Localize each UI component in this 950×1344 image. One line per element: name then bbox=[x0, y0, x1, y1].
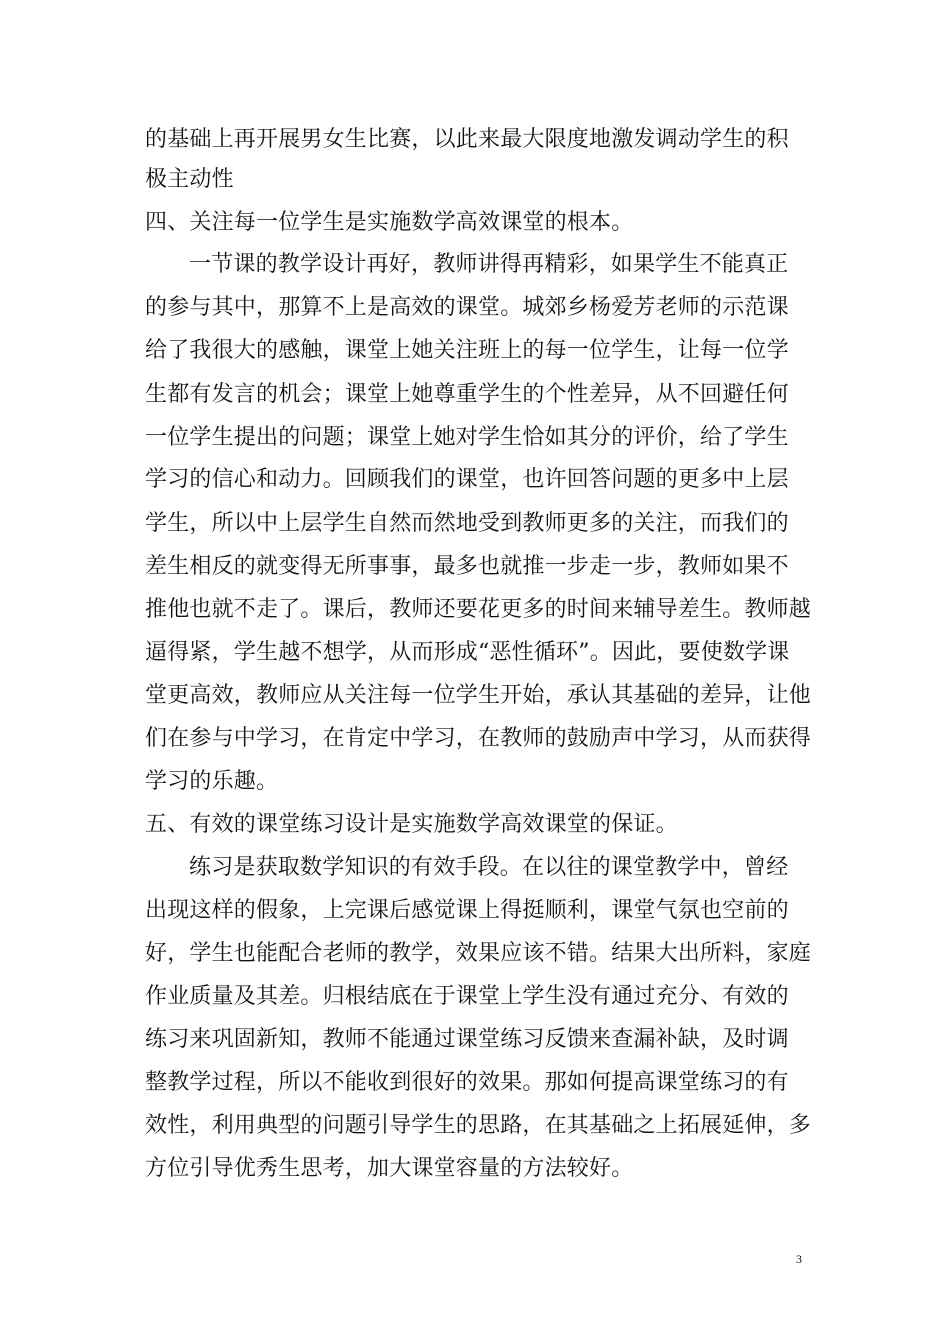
text-line: 生都有发言的机会；课堂上她尊重学生的个性差异，从不回避任何 bbox=[145, 382, 789, 407]
text-line: 的基础上再开展男女生比赛，以此来最大限度地激发调动学生的积 bbox=[145, 127, 789, 152]
text-line: 给了我很大的感触，课堂上她关注班上的每一位学生，让每一位学 bbox=[145, 338, 789, 363]
text-line: 们在参与中学习，在肯定中学习，在教师的鼓励声中学习，从而获得 bbox=[145, 726, 812, 751]
section-heading-4: 四、关注每一位学生是实施数学高效课堂的根本。 bbox=[145, 210, 634, 235]
section-heading-5: 五、有效的课堂练习设计是实施数学高效课堂的保证。 bbox=[145, 812, 678, 837]
text-line: 堂更高效，教师应从关注每一位学生开始，承认其基础的差异，让他 bbox=[145, 683, 812, 708]
text-line: 学习的乐趣。 bbox=[145, 769, 279, 794]
text-line: 极主动性 bbox=[145, 167, 234, 192]
text-line: 好，学生也能配合老师的教学，效果应该不错。结果大出所料，家庭 bbox=[145, 941, 812, 966]
text-line: 效性，利用典型的问题引导学生的思路，在其基础之上拓展延伸，多 bbox=[145, 1113, 812, 1138]
text-line: 练习来巩固新知，教师不能通过课堂练习反馈来查漏补缺，及时调 bbox=[145, 1027, 789, 1052]
paragraph-first-line: 一节课的教学设计再好，教师讲得再精彩，如果学生不能真正 bbox=[189, 252, 789, 277]
page-number: 3 bbox=[796, 1252, 802, 1266]
text-line: 一位学生提出的问题；课堂上她对学生恰如其分的评价，给了学生 bbox=[145, 425, 789, 450]
text-line: 方位引导优秀生思考，加大课堂容量的方法较好。 bbox=[145, 1156, 634, 1181]
text-line: 整教学过程，所以不能收到很好的效果。那如何提高课堂练习的有 bbox=[145, 1070, 789, 1095]
text-line: 出现这样的假象，上完课后感觉课上得挺顺利，课堂气氛也空前的 bbox=[145, 898, 789, 923]
text-line: 作业质量及其差。归根结底在于课堂上学生没有通过充分、有效的 bbox=[145, 984, 789, 1009]
text-line: 差生相反的就变得无所事事，最多也就推一步走一步，教师如果不 bbox=[145, 554, 789, 579]
text-line: 的参与其中，那算不上是高效的课堂。城郊乡杨爱芳老师的示范课 bbox=[145, 295, 789, 320]
text-line: 推他也就不走了。课后，教师还要花更多的时间来辅导差生。教师越 bbox=[145, 597, 812, 622]
text-line: 学生，所以中上层学生自然而然地受到教师更多的关注，而我们的 bbox=[145, 511, 789, 536]
text-line: 学习的信心和动力。回顾我们的课堂，也许回答问题的更多中上层 bbox=[145, 467, 789, 492]
text-line: 逼得紧，学生越不想学，从而形成“恶性循环”。因此，要使数学课 bbox=[145, 640, 790, 665]
paragraph-first-line: 练习是获取数学知识的有效手段。在以往的课堂教学中，曾经 bbox=[189, 855, 789, 880]
